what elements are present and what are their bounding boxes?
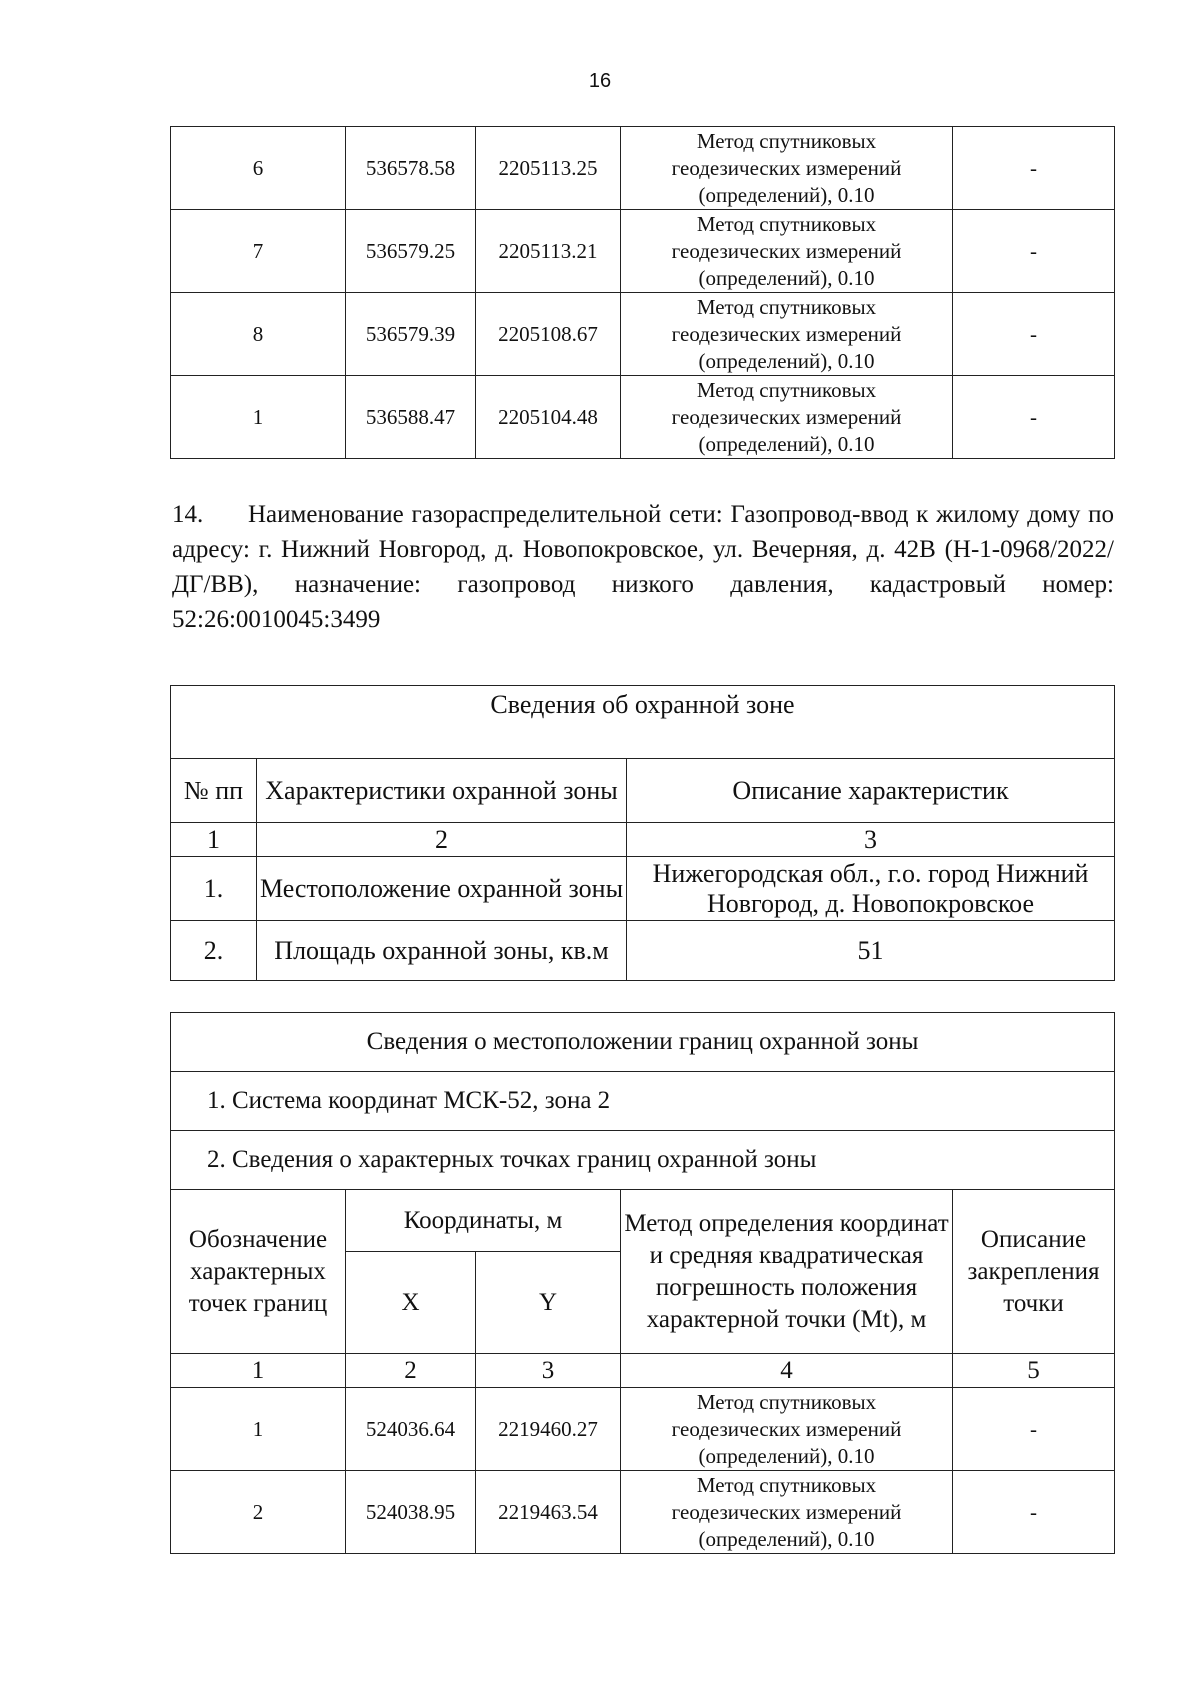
y-cell: 2205113.21 <box>476 210 621 293</box>
header-x: X <box>346 1252 476 1354</box>
x-cell: 536579.25 <box>346 210 476 293</box>
table-row <box>171 210 1115 293</box>
method-cell: Метод спутниковых геодезических измерений (определений), 0.10 <box>621 1471 953 1554</box>
x-cell: 536588.47 <box>346 376 476 459</box>
point-cell: 8 <box>171 293 346 376</box>
description-cell: - <box>953 127 1115 210</box>
table-row <box>171 1471 1115 1554</box>
point-cell: 6 <box>171 127 346 210</box>
row-num: 2. <box>171 921 257 981</box>
method-cell: Метод спутниковых геодезических измерений (определений), 0.10 <box>621 210 953 293</box>
point-cell: 2 <box>171 1471 346 1554</box>
zone-info-table <box>170 685 1115 981</box>
page-number: 16 <box>588 70 612 92</box>
description-cell: - <box>953 210 1115 293</box>
table-row <box>171 857 1115 921</box>
y-cell: 2205113.25 <box>476 127 621 210</box>
x-cell: 536578.58 <box>346 127 476 210</box>
y-cell: 2205104.48 <box>476 376 621 459</box>
col-number: 5 <box>953 1354 1115 1388</box>
x-cell: 524036.64 <box>346 1388 476 1471</box>
header-num: № пп <box>171 759 257 823</box>
description-cell: - <box>953 376 1115 459</box>
header-coords: Координаты, м <box>346 1190 621 1252</box>
method-cell: Метод спутниковых геодезических измерений (определений), 0.10 <box>621 1388 953 1471</box>
method-cell: Метод спутниковых геодезических измерений (определений), 0.10 <box>621 293 953 376</box>
header-characteristic: Характеристики охранной зоны <box>257 759 627 823</box>
header-y: Y <box>476 1252 621 1354</box>
method-cell: Метод спутниковых геодезических измерений (определений), 0.10 <box>621 127 953 210</box>
table-row <box>171 921 1115 981</box>
description-cell: - <box>953 1471 1115 1554</box>
row-description: 51 <box>627 921 1115 981</box>
col-number: 1 <box>171 823 257 857</box>
table-row <box>171 127 1115 210</box>
zone-info-title: Сведения об охранной зоне <box>171 686 1115 759</box>
row-description: Нижегородская обл., г.о. город Нижний Новгород, д. Новопокровское <box>627 857 1115 921</box>
section-text: Наименование газораспределительной сети: Газопровод-ввод к жилому дому по адресу: г. Нижний Новгород, д. Новопокровское, ул. Вечерняя, д. 42В (Н-1-0968/2022/ДГ/ВВ), назначение: газопровод низкого давления, кадастровый номер: 52:26:0010045:3499 <box>172 501 1114 633</box>
method-cell: Метод спутниковых геодезических измерений (определений), 0.10 <box>621 376 953 459</box>
table-row <box>171 293 1115 376</box>
boundary-title: Сведения о местоположении границ охранной зоны <box>171 1013 1115 1072</box>
col-number: 4 <box>621 1354 953 1388</box>
point-cell: 1 <box>171 1388 346 1471</box>
table-row <box>171 1388 1115 1471</box>
x-cell: 536579.39 <box>346 293 476 376</box>
table-row <box>171 376 1115 459</box>
col-number: 2 <box>257 823 627 857</box>
y-cell: 2219460.27 <box>476 1388 621 1471</box>
description-cell: - <box>953 293 1115 376</box>
point-cell: 7 <box>171 210 346 293</box>
section-paragraph <box>172 497 1114 637</box>
point-cell: 1 <box>171 376 346 459</box>
col-number: 2 <box>346 1354 476 1388</box>
description-cell: - <box>953 1388 1115 1471</box>
header-method: Метод определения координат и средняя квадратическая погрешность положения характерной точки (Mt), м <box>621 1190 953 1354</box>
y-cell: 2205108.67 <box>476 293 621 376</box>
y-cell: 2219463.54 <box>476 1471 621 1554</box>
col-number: 3 <box>627 823 1115 857</box>
points-title: 2. Сведения о характерных точках границ охранной зоны <box>171 1131 1115 1190</box>
header-description: Описание характеристик <box>627 759 1115 823</box>
previous-points-table <box>170 126 1115 459</box>
coordinate-system: 1. Система координат МСК-52, зона 2 <box>171 1072 1115 1131</box>
header-fixation: Описание закрепления точки <box>953 1190 1115 1354</box>
row-characteristic: Площадь охранной зоны, кв.м <box>257 921 627 981</box>
x-cell: 524038.95 <box>346 1471 476 1554</box>
row-num: 1. <box>171 857 257 921</box>
col-number: 3 <box>476 1354 621 1388</box>
header-designation: Обозначение характерных точек границ <box>171 1190 346 1354</box>
col-number: 1 <box>171 1354 346 1388</box>
row-characteristic: Местоположение охранной зоны <box>257 857 627 921</box>
boundary-table <box>170 1012 1115 1554</box>
section-number: 14. <box>172 501 204 528</box>
